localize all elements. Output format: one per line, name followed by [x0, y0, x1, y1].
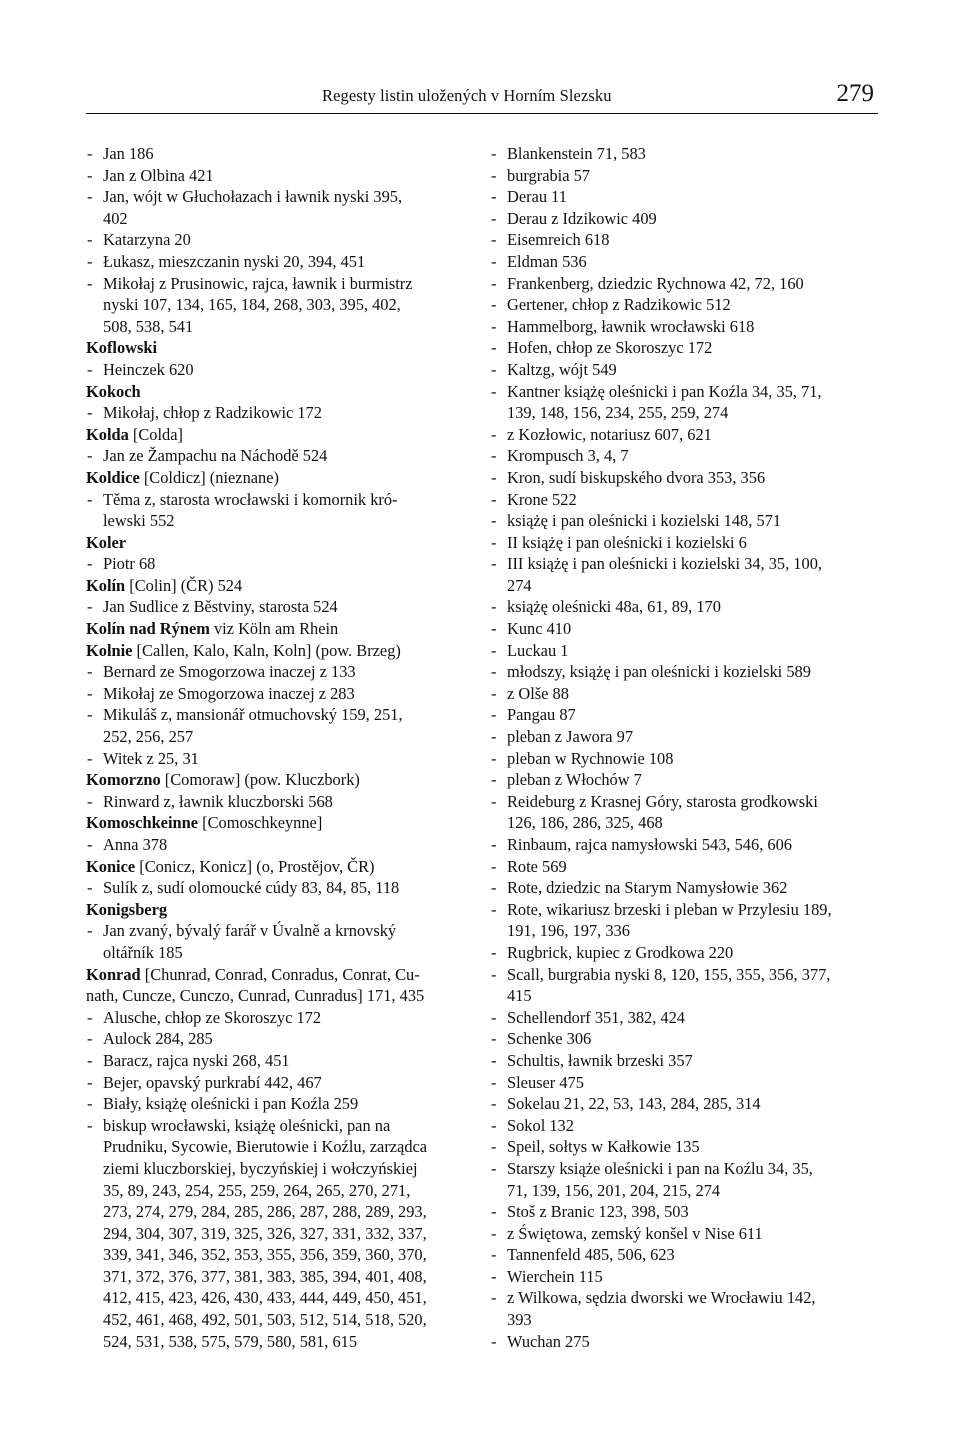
index-heading-term: Konrad [86, 964, 141, 984]
index-subentry: - Alusche, chłop ze Skoroszyc 172 [86, 1007, 464, 1029]
index-heading-term: Koldice [86, 467, 140, 487]
index-subentry: - Sleuser 475 [490, 1072, 880, 1094]
index-subentry: - burgrabia 57 [490, 165, 880, 187]
index-heading-details: [Colda] [128, 424, 183, 444]
index-subentry: - Aulock 284, 285 [86, 1028, 464, 1050]
index-heading-details: [Comoraw] (pow. Kluczbork) [160, 770, 360, 790]
index-subentry: - Anna 378 [86, 834, 464, 856]
page-header [86, 82, 878, 114]
index-subentry: - Jan, wójt w Głuchołazach i ławnik nyski 395, [86, 186, 464, 208]
index-heading-details: [Colin] (ČR) 524 [125, 575, 243, 595]
index-heading-term: Komorzno [86, 770, 161, 790]
index-heading-details: [Coldicz] (nieznane) [139, 467, 279, 487]
index-heading [86, 899, 464, 921]
right-column [490, 143, 880, 1352]
index-continuation: lewski 552 [103, 511, 175, 531]
index-subentry: - Mikuláš z, mansionář otmuchovský 159, 251, [86, 704, 464, 726]
index-subentry: - Mikołaj ze Smogorzowa inaczej z 283 [86, 683, 464, 705]
index-subentry: - Stoš z Branic 123, 398, 503 [490, 1201, 880, 1223]
index-subentry: - Bejer, opavský purkrabí 442, 467 [86, 1072, 464, 1094]
header-rule [86, 113, 878, 114]
index-subentry: - z Wilkowa, sędzia dworski we Wrocławiu 142, [490, 1287, 880, 1309]
index-continuation: 371, 372, 376, 377, 381, 383, 385, 394, 401, 408, [103, 1266, 427, 1286]
index-continuation: 139, 148, 156, 234, 255, 259, 274 [507, 403, 729, 423]
index-heading-details: viz Köln am Rhein [209, 619, 339, 639]
index-continuation: 393 [507, 1310, 532, 1330]
index-subentry: - z Świętowa, zemský konšel v Nise 611 [490, 1223, 880, 1245]
index-subentry: - Mikołaj, chłop z Radzikowic 172 [86, 402, 464, 424]
index-heading [86, 964, 464, 986]
index-subentry: - III książę i pan oleśnicki i kozielski 34, 35, 100, [490, 553, 880, 575]
index-subentry: - pleban z Włochów 7 [490, 769, 880, 791]
index-subentry: - Schultis, ławnik brzeski 357 [490, 1050, 880, 1072]
index-subentry: - Sokol 132 [490, 1115, 880, 1137]
index-subentry: - Luckau 1 [490, 640, 880, 662]
index-subentry: - Wierchein 115 [490, 1266, 880, 1288]
index-subentry: - Těma z, starosta wrocławski i komornik kró- [86, 489, 464, 511]
index-continuation: 402 [103, 208, 128, 228]
left-column [86, 143, 464, 1352]
index-subentry: - Rote 569 [490, 856, 880, 878]
index-continuation: nyski 107, 134, 165, 184, 268, 303, 395, 402, [103, 295, 401, 315]
index-heading [86, 467, 464, 489]
index-subentry: - Sulík z, sudí olomoucké cúdy 83, 84, 85, 118 [86, 877, 464, 899]
index-subentry: - Witek z 25, 31 [86, 748, 464, 770]
index-continuation: ziemi kluczborskiej, byczyńskiej i wołczyńskiej [103, 1158, 418, 1178]
index-heading [86, 812, 464, 834]
index-continuation: 415 [507, 986, 532, 1006]
index-subentry: - Łukasz, mieszczanin nyski 20, 394, 451 [86, 251, 464, 273]
index-subentry: - pleban z Jawora 97 [490, 726, 880, 748]
index-subentry: - Krompusch 3, 4, 7 [490, 445, 880, 467]
index-subentry: - Bernard ze Smogorzowa inaczej z 133 [86, 661, 464, 683]
index-subentry: - Jan 186 [86, 143, 464, 165]
index-subentry: - Baracz, rajca nyski 268, 451 [86, 1050, 464, 1072]
index-continuation: 126, 186, 286, 325, 468 [507, 813, 663, 833]
index-subentry: - Rugbrick, kupiec z Grodkowa 220 [490, 942, 880, 964]
index-continuation: 524, 531, 538, 575, 579, 580, 581, 615 [103, 1331, 358, 1351]
index-subentry: - Jan z Olbina 421 [86, 165, 464, 187]
index-heading-term: Koflowski [86, 338, 158, 358]
index-subentry: - Rinbaum, rajca namysłowski 543, 546, 606 [490, 834, 880, 856]
index-subentry: - Kantner książę oleśnicki i pan Koźla 34, 35, 71, [490, 381, 880, 403]
index-subentry: - II książę i pan oleśnicki i kozielski 6 [490, 532, 880, 554]
index-subentry: - młodszy, książę i pan oleśnicki i kozielski 589 [490, 661, 880, 683]
index-heading [86, 381, 464, 403]
index-heading [86, 337, 464, 359]
index-subentry: - Piotr 68 [86, 553, 464, 575]
index-continuation: 508, 538, 541 [103, 316, 194, 336]
index-subentry: - z Kozłowic, notariusz 607, 621 [490, 424, 880, 446]
index-subentry: - książę oleśnicki 48a, 61, 89, 170 [490, 596, 880, 618]
index-subentry: - Kunc 410 [490, 618, 880, 640]
index-subentry: - Kaltzg, wójt 549 [490, 359, 880, 381]
index-subentry: - Derau 11 [490, 186, 880, 208]
index-continuation: 71, 139, 156, 201, 204, 215, 274 [507, 1180, 721, 1200]
index-subentry: - Blankenstein 71, 583 [490, 143, 880, 165]
index-subentry: - Kron, sudí biskupského dvora 353, 356 [490, 467, 880, 489]
index-subentry: - Scall, burgrabia nyski 8, 120, 155, 355, 356, 377, [490, 964, 880, 986]
index-subentry: - Krone 522 [490, 489, 880, 511]
index-continuation: 452, 461, 468, 492, 501, 503, 512, 514, 518, 520, [103, 1310, 427, 1330]
index-heading [86, 856, 464, 878]
index-subentry: - Starszy książe oleśnicki i pan na Koźlu 34, 35, [490, 1158, 880, 1180]
index-heading-term: Kolín [86, 575, 126, 595]
index-heading-term: Kolín nad Rýnem [86, 619, 210, 639]
index-continuation: 191, 196, 197, 336 [507, 921, 630, 941]
index-subentry: - Tannenfeld 485, 506, 623 [490, 1244, 880, 1266]
index-subentry: - Wuchan 275 [490, 1331, 880, 1353]
index-continuation: 339, 341, 346, 352, 353, 355, 356, 359, 360, 370, [103, 1245, 427, 1265]
index-continuation: Prudniku, Sycowie, Bierutowie i Koźlu, zarządca [103, 1137, 428, 1157]
index-subentry: - Sokelau 21, 22, 53, 143, 284, 285, 314 [490, 1093, 880, 1115]
index-subentry: - Frankenberg, dziedzic Rychnowa 42, 72, 160 [490, 273, 880, 295]
index-heading-details: [Callen, Kalo, Kaln, Koln] (pow. Brzeg) [132, 640, 401, 660]
index-continuation: 35, 89, 243, 254, 255, 259, 264, 265, 270, 271, [103, 1180, 411, 1200]
page-number: 279 [836, 80, 874, 107]
index-subentry: - Schellendorf 351, 382, 424 [490, 1007, 880, 1029]
index-heading [86, 424, 464, 446]
index-continuation: 252, 256, 257 [103, 727, 194, 747]
index-heading-term: Kokoch [86, 381, 141, 401]
index-continuation: oltářník 185 [103, 942, 183, 962]
index-subentry: - pleban w Rychnowie 108 [490, 748, 880, 770]
index-subentry: - z Olše 88 [490, 683, 880, 705]
index-line: nath, Cuncze, Cunczo, Cunrad, Cunradus] 171, 435 [86, 986, 425, 1006]
index-subentry: - Schenke 306 [490, 1028, 880, 1050]
running-title: Regesty listin uložených v Horním Slezsku [322, 86, 612, 105]
index-heading-term: Konigsberg [86, 899, 168, 919]
index-heading-term: Koler [86, 532, 127, 552]
index-subentry: - Derau z Idzikowic 409 [490, 208, 880, 230]
index-subentry: - biskup wrocławski, książę oleśnicki, pan na [86, 1115, 464, 1137]
index-subentry: - Hofen, chłop ze Skoroszyc 172 [490, 337, 880, 359]
index-heading-term: Komoschkeinne [86, 813, 199, 833]
index-subentry: - książę i pan oleśnicki i kozielski 148, 571 [490, 510, 880, 532]
index-heading [86, 618, 464, 640]
index-subentry: - Hammelborg, ławnik wrocławski 618 [490, 316, 880, 338]
index-subentry: - Reideburg z Krasnej Góry, starosta grodkowski [490, 791, 880, 813]
index-heading-term: Kolda [86, 424, 129, 444]
index-subentry: - Eldman 536 [490, 251, 880, 273]
index-continuation: 274 [507, 575, 532, 595]
index-heading [86, 640, 464, 662]
index-subentry: - Rote, wikariusz brzeski i pleban w Przylesiu 189, [490, 899, 880, 921]
index-heading-term: Kolnie [86, 640, 133, 660]
index-subentry: - Rinward z, ławnik kluczborski 568 [86, 791, 464, 813]
index-heading [86, 575, 464, 597]
index-continuation: 294, 304, 307, 319, 325, 326, 327, 331, 332, 337, [103, 1223, 427, 1243]
index-subentry: - Heinczek 620 [86, 359, 464, 381]
index-heading-details: [Conicz, Konicz] (o, Prostějov, ČR) [135, 856, 375, 876]
index-subentry: - Jan ze Žampachu na Náchodě 524 [86, 445, 464, 467]
index-subentry: - Jan zvaný, bývalý farář v Úvalně a krnovský [86, 920, 464, 942]
index-subentry: - Mikołaj z Prusinowic, rajca, ławnik i burmistrz [86, 273, 464, 295]
index-continuation: 273, 274, 279, 284, 285, 286, 287, 288, 289, 293, [103, 1202, 427, 1222]
index-subentry: - Katarzyna 20 [86, 229, 464, 251]
index-subentry: - Biały, książę oleśnicki i pan Koźla 259 [86, 1093, 464, 1115]
index-subentry: - Gertener, chłop z Radzikowic 512 [490, 294, 880, 316]
index-subentry: - Jan Sudlice z Běstviny, starosta 524 [86, 596, 464, 618]
index-subentry: - Rote, dziedzic na Starym Namysłowie 362 [490, 877, 880, 899]
index-heading [86, 532, 464, 554]
index-subentry: - Eisemreich 618 [490, 229, 880, 251]
index-subentry: - Speil, sołtys w Kałkowie 135 [490, 1136, 880, 1158]
index-continuation: 412, 415, 423, 426, 430, 433, 444, 449, 450, 451, [103, 1288, 427, 1308]
index-heading [86, 769, 464, 791]
index-heading-details: [Comoschkeynne] [198, 813, 323, 833]
index-heading-term: Konice [86, 856, 136, 876]
index-heading-details: [Chunrad, Conrad, Conradus, Conrat, Cu- [140, 964, 420, 984]
index-subentry: - Pangau 87 [490, 704, 880, 726]
